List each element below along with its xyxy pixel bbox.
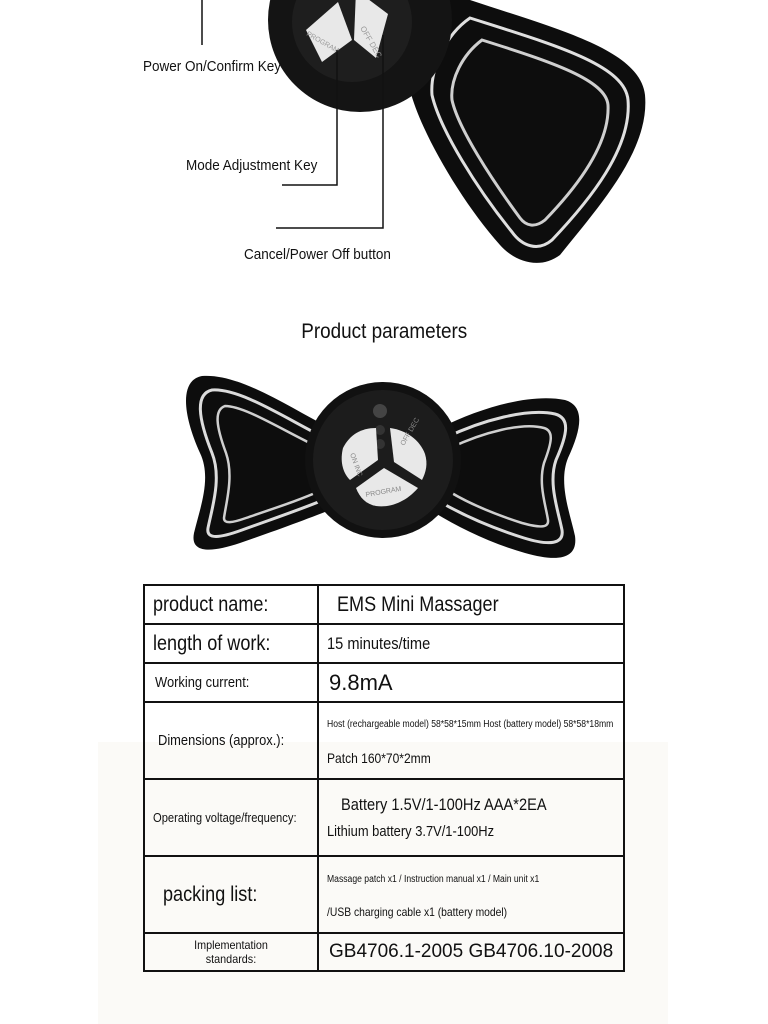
mode-key-label: Mode Adjustment Key — [186, 157, 318, 174]
table-row — [144, 624, 624, 663]
table-row — [144, 702, 624, 779]
packing-cable-value: /USB charging cable x1 (battery model) — [327, 904, 508, 919]
product-name-value: EMS Mini Massager — [337, 592, 499, 616]
table-row — [144, 856, 624, 933]
param-label-cell — [144, 702, 318, 779]
section-title — [0, 320, 768, 344]
dimensions-host-value: Host (rechargeable model) 58*58*15mm Host (battery model) 58*58*18mm — [327, 718, 614, 730]
program-mark: PROGRAM — [305, 30, 340, 55]
param-label-cell — [144, 663, 318, 702]
packing-list-label: packing list: — [163, 882, 258, 906]
table-row — [144, 663, 624, 702]
param-value-cell — [318, 663, 624, 702]
param-value-cell — [318, 933, 624, 971]
dimensions-patch-value: Patch 160*70*2mm — [327, 749, 431, 766]
param-value-cell — [318, 702, 624, 779]
section-title-text: Product parameters — [301, 320, 467, 343]
param-label-cell — [144, 585, 318, 624]
param-label-cell — [144, 624, 318, 663]
standards-value: GB4706.1-2005 GB4706.10-2008 — [329, 941, 614, 962]
off-dec-mark: OFF DEC — [358, 24, 384, 60]
length-of-work-label: length of work: — [153, 631, 271, 655]
voltage-label: Operating voltage/frequency: — [153, 809, 297, 825]
off-dec-mark-2: OFF DEC — [399, 416, 422, 447]
param-value-cell — [318, 585, 624, 624]
param-label-cell — [144, 856, 318, 933]
length-of-work-value: 15 minutes/time — [327, 633, 431, 653]
product-name-label: product name: — [153, 592, 269, 616]
table-row — [144, 779, 624, 856]
cancel-key-label: Cancel/Power Off button — [244, 246, 391, 263]
butterfly-massager-illustration — [180, 368, 590, 573]
param-value-cell — [318, 856, 624, 933]
product-image — [180, 368, 590, 573]
voltage-lithium-value: Lithium battery 3.7V/1-100Hz — [327, 822, 495, 840]
working-current-value: 9.8mA — [329, 669, 393, 695]
param-value-cell — [318, 624, 624, 663]
working-current-label: Working current: — [155, 673, 250, 691]
dimensions-label: Dimensions (approx.): — [158, 731, 285, 749]
table-row — [144, 585, 624, 624]
table-row — [144, 933, 624, 971]
parameters-table — [143, 584, 625, 972]
power-key-label: Power On/Confirm Key — [143, 58, 282, 75]
standards-label-line1: Implementation — [194, 938, 268, 952]
device-callout-figure — [0, 0, 768, 290]
standards-label-line2: standards: — [205, 952, 257, 966]
param-label-cell — [144, 779, 318, 856]
param-value-cell — [318, 779, 624, 856]
program-mark-2: PROGRAM — [365, 485, 402, 499]
on-inc-mark: ON INC — [348, 452, 364, 478]
packing-items-value: Massage patch x1 / Instruction manual x1 / Main unit x1 — [327, 873, 540, 885]
param-label-cell — [144, 933, 318, 971]
voltage-battery-value: Battery 1.5V/1-100Hz AAA*2EA — [341, 794, 547, 814]
